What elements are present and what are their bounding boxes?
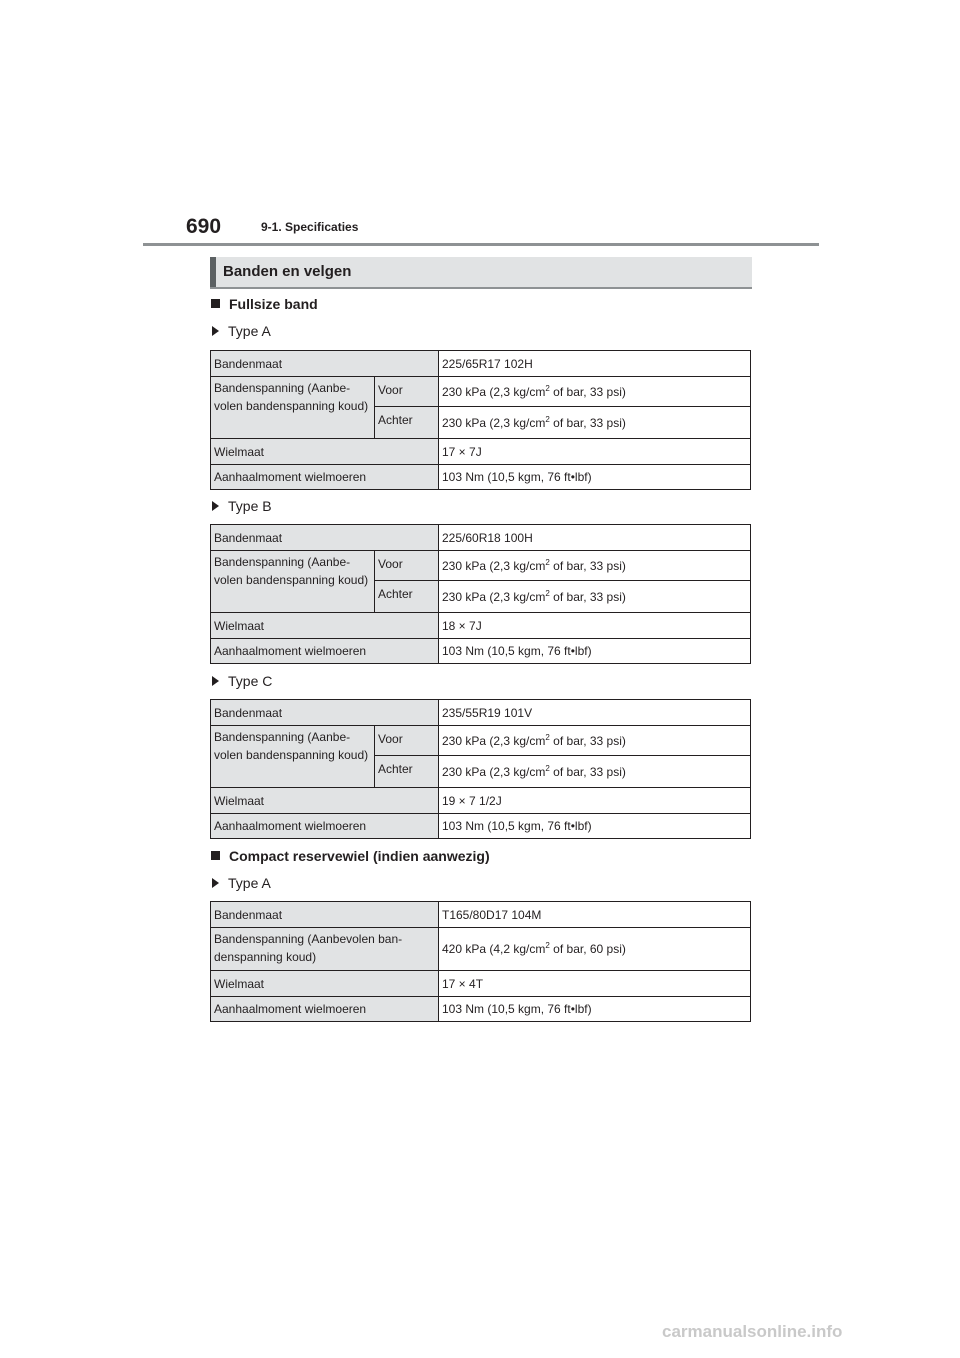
value-achter: 230 kPa (2,3 $kg/cm^2$ of bar, 33 psi) xyxy=(439,407,751,439)
page-number: 690 xyxy=(186,215,222,238)
value-bandenspanning: 420 kPa (4,2 $kg/cm^2$ of bar, 60 psi) xyxy=(439,928,751,971)
value-achter: 230 kPa (2,3 $kg/cm^2$ of bar, 33 psi) xyxy=(439,581,751,613)
label-aanhaalmoment: Aanhaalmoment wielmoeren xyxy=(211,465,439,490)
label-bandenspanning: Bandenspanning (Aanbe-volen bandenspanning koud) xyxy=(211,377,375,439)
label-aanhaalmoment: Aanhaalmoment wielmoeren xyxy=(211,997,439,1022)
watermark: carmanualsonline.info xyxy=(662,1322,843,1341)
value-voor: 230 kPa (2,3 $kg/cm^2$ of bar, 33 psi) xyxy=(439,551,751,581)
value-aanhaalmoment: 103 Nm (10,5 kgm, 76 ft•lbf) xyxy=(439,465,751,490)
label-wielmaat: Wielmaat xyxy=(211,971,439,997)
heading-compact: Compact reservewiel (indien aanwezig) xyxy=(211,847,490,865)
section-title: Banden en velgen xyxy=(223,263,352,280)
label-wielmaat: Wielmaat xyxy=(211,613,439,639)
value-aanhaalmoment: 103 Nm (10,5 kgm, 76 ft•lbf) xyxy=(439,814,751,839)
value-wielmaat: 19 × 7 1/2J xyxy=(439,788,751,814)
value-aanhaalmoment: 103 Nm (10,5 kgm, 76 ft•lbf) xyxy=(439,997,751,1022)
label-aanhaalmoment: Aanhaalmoment wielmoeren xyxy=(211,639,439,664)
square-bullet-icon xyxy=(211,299,220,308)
value-wielmaat: 17 × 7J xyxy=(439,439,751,465)
label-bandenmaat: Bandenmaat xyxy=(211,902,439,928)
square-bullet-icon xyxy=(211,851,220,860)
value-bandenmaat: T165/80D17 104M xyxy=(439,902,751,928)
label-achter: Achter xyxy=(375,581,439,613)
triangle-bullet-icon xyxy=(212,501,219,511)
value-voor: 230 kPa (2,3 $kg/cm^2$ of bar, 33 psi) xyxy=(439,726,751,756)
subheading-compact-type-a: Type A xyxy=(212,874,271,892)
spec-table-fullsize-a xyxy=(210,350,751,490)
label-voor: Voor xyxy=(375,726,439,756)
label-wielmaat: Wielmaat xyxy=(211,788,439,814)
label-voor: Voor xyxy=(375,377,439,407)
value-aanhaalmoment: 103 Nm (10,5 kgm, 76 ft•lbf) xyxy=(439,639,751,664)
label-aanhaalmoment: Aanhaalmoment wielmoeren xyxy=(211,814,439,839)
triangle-bullet-icon xyxy=(212,326,219,336)
label-bandenmaat: Bandenmaat xyxy=(211,700,439,726)
triangle-bullet-icon xyxy=(212,878,219,888)
subheading-type-c: Type C xyxy=(212,672,272,690)
label-achter: Achter xyxy=(375,756,439,788)
label-voor: Voor xyxy=(375,551,439,581)
spec-table-fullsize-b xyxy=(210,524,751,664)
value-wielmaat: 17 × 4T xyxy=(439,971,751,997)
spec-table-compact-a xyxy=(210,901,751,1022)
label-bandenmaat: Bandenmaat xyxy=(211,351,439,377)
label-bandenspanning: Bandenspanning (Aanbe-volen bandenspanning koud) xyxy=(211,726,375,788)
label-bandenspanning: Bandenspanning (Aanbevolen ban-denspanning koud) xyxy=(211,928,439,971)
header-rule xyxy=(143,243,819,246)
value-achter: 230 kPa (2,3 $kg/cm^2$ of bar, 33 psi) xyxy=(439,756,751,788)
spec-table-fullsize-c xyxy=(210,699,751,839)
subheading-type-b: Type B xyxy=(212,497,272,515)
section-header xyxy=(210,257,752,289)
heading-fullsize: Fullsize band xyxy=(211,295,318,313)
value-wielmaat: 18 × 7J xyxy=(439,613,751,639)
value-bandenmaat: 235/55R19 101V xyxy=(439,700,751,726)
label-bandenmaat: Bandenmaat xyxy=(211,525,439,551)
subheading-type-a: Type A xyxy=(212,322,271,340)
section-accent-bar xyxy=(210,257,216,287)
label-bandenspanning: Bandenspanning (Aanbe-volen bandenspanning koud) xyxy=(211,551,375,613)
label-wielmaat: Wielmaat xyxy=(211,439,439,465)
chapter-title: 9-1. Specificaties xyxy=(261,220,359,234)
label-achter: Achter xyxy=(375,407,439,439)
value-bandenmaat: 225/65R17 102H xyxy=(439,351,751,377)
value-voor: 230 kPa (2,3 $kg/cm^2$ of bar, 33 psi) xyxy=(439,377,751,407)
value-bandenmaat: 225/60R18 100H xyxy=(439,525,751,551)
triangle-bullet-icon xyxy=(212,676,219,686)
